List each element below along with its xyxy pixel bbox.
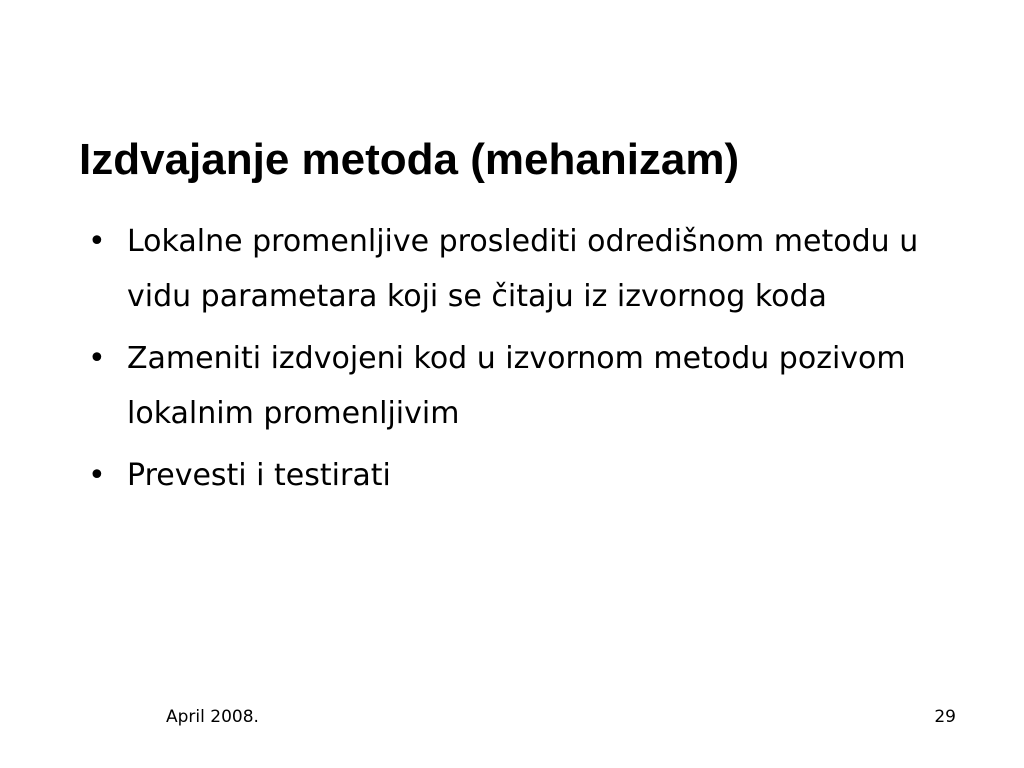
bullet-item	[88, 214, 938, 324]
bullet-item	[88, 448, 938, 503]
bullet-text: Prevesti i testirati	[127, 458, 391, 493]
page-number: 29	[934, 707, 956, 727]
slide-title: Izdvajanje metoda (mehanizam)	[79, 135, 740, 184]
bullet-dot-icon: •	[88, 224, 106, 259]
bullet-dot-icon: •	[88, 458, 106, 493]
bullet-list	[88, 214, 938, 510]
bullet-item	[88, 331, 938, 441]
footer-date: April 2008.	[166, 707, 259, 727]
bullet-dot-icon: •	[88, 341, 106, 376]
bullet-text: Lokalne promenljive proslediti odredišnom metodu u vidu parametara koji se čitaju iz izvornog koda	[127, 224, 919, 314]
bullet-text: Zameniti izdvojeni kod u izvornom metodu pozivom lokalnim promenljivim	[127, 341, 906, 431]
